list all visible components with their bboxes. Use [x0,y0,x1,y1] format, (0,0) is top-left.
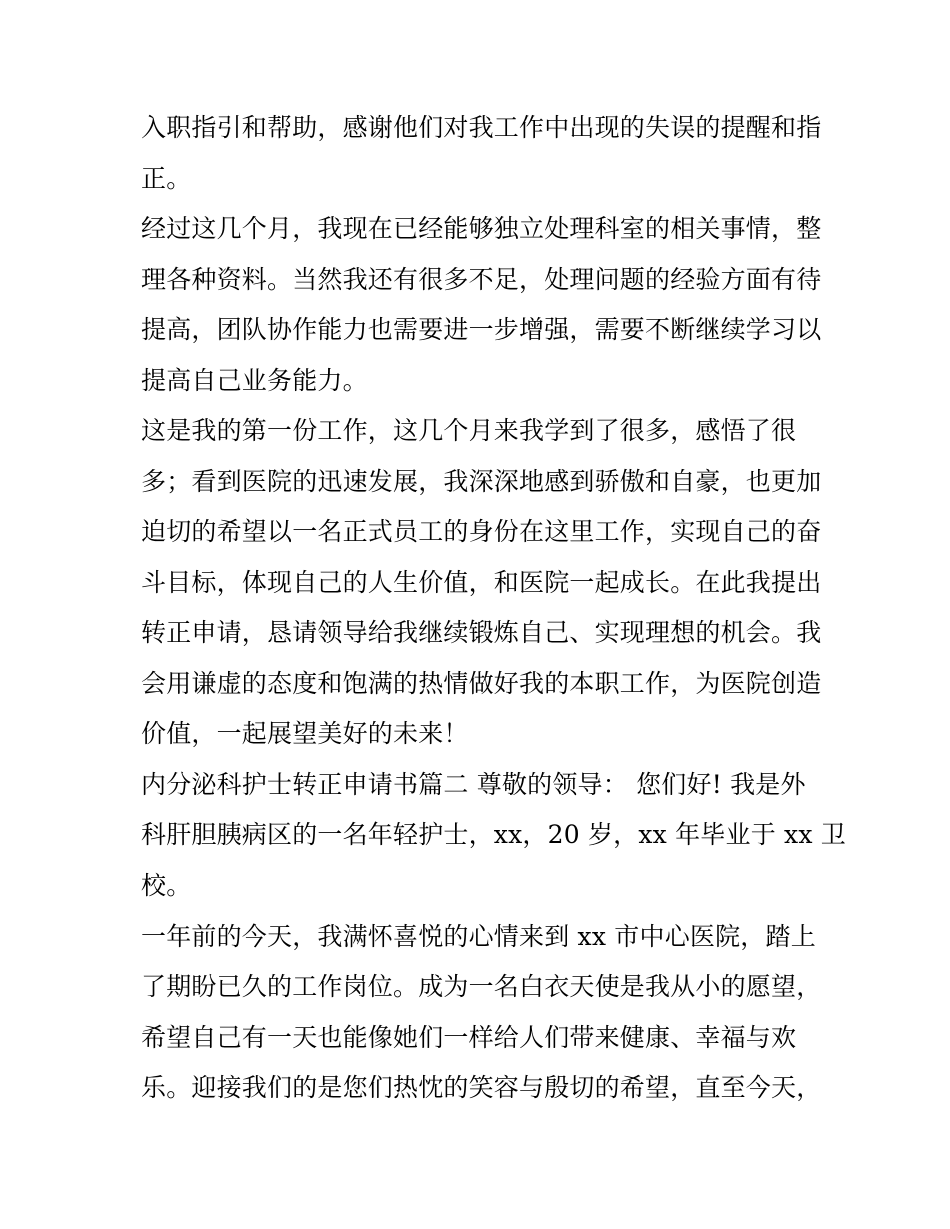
text-line: 理各种资料。当然我还有很多不足，处理问题的经验方面有待 [141,265,822,294]
text-line: 乐。迎接我们的是您们热忱的笑容与殷切的希望，直至今天， [141,1073,822,1102]
text-line: 经过这几个月，我现在已经能够独立处理科室的相关事情，整 [141,214,822,243]
text-line: 价值，一起展望美好的未来！ [141,719,469,748]
text-line: 提高自己业务能力。 [141,366,368,395]
text-line: 一年前的今天，我满怀喜悦的心情来到 xx 市中心医院，踏上 [141,922,816,951]
text-line: 入职指引和帮助，感谢他们对我工作中出现的失误的提醒和指 [141,113,822,142]
text-line: 希望自己有一天也能像她们一样给人们带来健康、幸福与欢 [141,1023,797,1052]
text-line: 科肝胆胰病区的一名年轻护士，xx，20 岁，xx 年毕业于 xx 卫 [141,820,846,849]
text-line: 了期盼已久的工作岗位。成为一名白衣天使是我从小的愿望， [141,972,822,1001]
text-line: 多；看到医院的迅速发展，我深深地感到骄傲和自豪，也更加 [141,467,822,496]
text-line: 内分泌科护士转正申请书篇二 尊敬的领导： 您们好! 我是外 [141,770,806,799]
text-line: 迫切的希望以一名正式员工的身份在这里工作，实现自己的奋 [141,517,822,546]
text-line: 正。 [141,164,192,193]
text-line: 斗目标，体现自己的人生价值，和医院一起成长。在此我提出 [141,568,822,597]
text-line: 转正申请，恳请领导给我继续锻炼自己、实现理想的机会。我 [141,618,822,647]
text-line: 提高，团队协作能力也需要进一步增强，需要不断继续学习以 [141,315,822,344]
text-line: 校。 [141,871,192,900]
text-line: 这是我的第一份工作，这几个月来我学到了很多，感悟了很 [141,416,797,445]
text-line: 会用谦虚的态度和饱满的热情做好我的本职工作，为医院创造 [141,669,822,698]
